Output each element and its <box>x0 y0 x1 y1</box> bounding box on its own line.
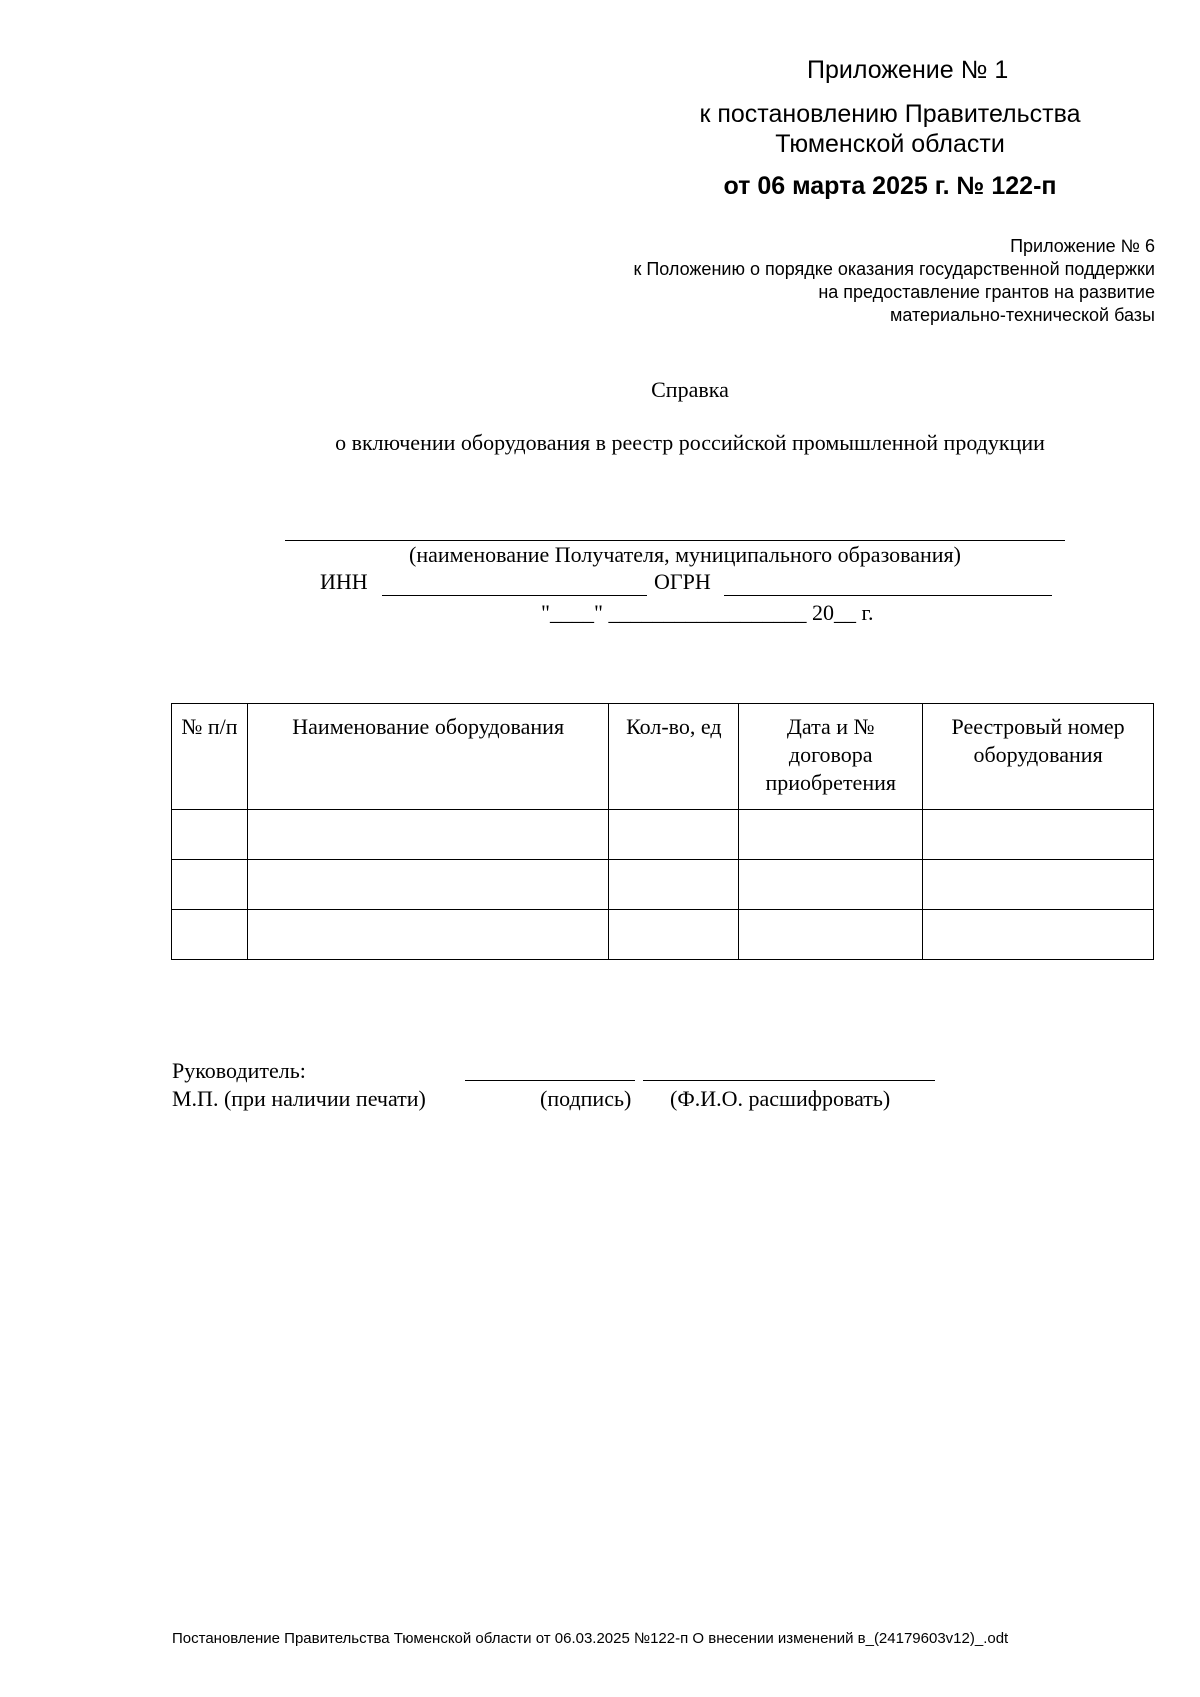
page-footer: Постановление Правительства Тюменской области от 06.03.2025 №122-п О внесении изменений в_(24179603v12)_.odt <box>172 1630 1009 1647</box>
document-title: Справка <box>651 377 729 402</box>
equipment-table <box>171 703 1154 960</box>
annex6-block <box>633 235 1155 327</box>
table-cell <box>609 860 739 910</box>
table-cell <box>172 860 248 910</box>
table-header-row <box>172 704 1154 810</box>
table-cell <box>247 810 609 860</box>
annex1-date: от 06 марта 2025 г. № 122-п <box>723 172 1057 200</box>
table-cell <box>609 910 739 960</box>
header-cell-registry-number: Реестровый номер оборудования <box>923 704 1154 810</box>
signature-caption: (подпись) <box>540 1086 632 1111</box>
table-cell <box>739 860 923 910</box>
header-cell-equipment-name: Наименование оборудования <box>247 704 609 810</box>
fio-caption: (Ф.И.О. расшифровать) <box>670 1086 891 1111</box>
table-row <box>172 910 1154 960</box>
annex1-reference-line1: к постановлению Правительства <box>699 100 1081 128</box>
annex6-line2: к Положению о порядке оказания государственной поддержки <box>633 259 1155 279</box>
header-cell-quantity: Кол-во, ед <box>609 704 739 810</box>
stamp-label: М.П. (при наличии печати) <box>172 1086 426 1111</box>
inn-label: ИНН <box>320 569 368 594</box>
table-cell <box>923 860 1154 910</box>
table-cell <box>739 810 923 860</box>
annex1-reference-line2: Тюменской области <box>775 130 1005 158</box>
header-cell-contract: Дата и № договора приобретения <box>739 704 923 810</box>
table-cell <box>172 810 248 860</box>
table-cell <box>247 910 609 960</box>
table-cell <box>923 810 1154 860</box>
table-cell <box>172 910 248 960</box>
date-template: "____" __________________ 20__ г. <box>541 600 874 625</box>
recipient-caption: (наименование Получателя, муниципального образования) <box>409 542 961 567</box>
fio-line <box>643 1080 935 1081</box>
table-cell <box>739 910 923 960</box>
inn-line <box>382 595 647 596</box>
table-row <box>172 810 1154 860</box>
annex6-line4: материально-технической базы <box>889 305 1155 325</box>
table-cell <box>923 910 1154 960</box>
ogrn-label: ОГРН <box>654 569 711 594</box>
table-cell <box>247 860 609 910</box>
header-cell-number: № п/п <box>172 704 248 810</box>
annex1-title: Приложение № 1 <box>807 56 1009 84</box>
table-cell <box>609 810 739 860</box>
table-row <box>172 860 1154 910</box>
annex6-line3: на предоставление грантов на развитие <box>818 282 1155 302</box>
head-label: Руководитель: <box>172 1058 306 1083</box>
ogrn-line <box>724 595 1052 596</box>
annex6-line1: Приложение № 6 <box>1010 236 1155 256</box>
document-subtitle: о включении оборудования в реестр российской промышленной продукции <box>335 430 1045 455</box>
signature-line <box>465 1080 635 1081</box>
recipient-name-line <box>285 540 1065 541</box>
